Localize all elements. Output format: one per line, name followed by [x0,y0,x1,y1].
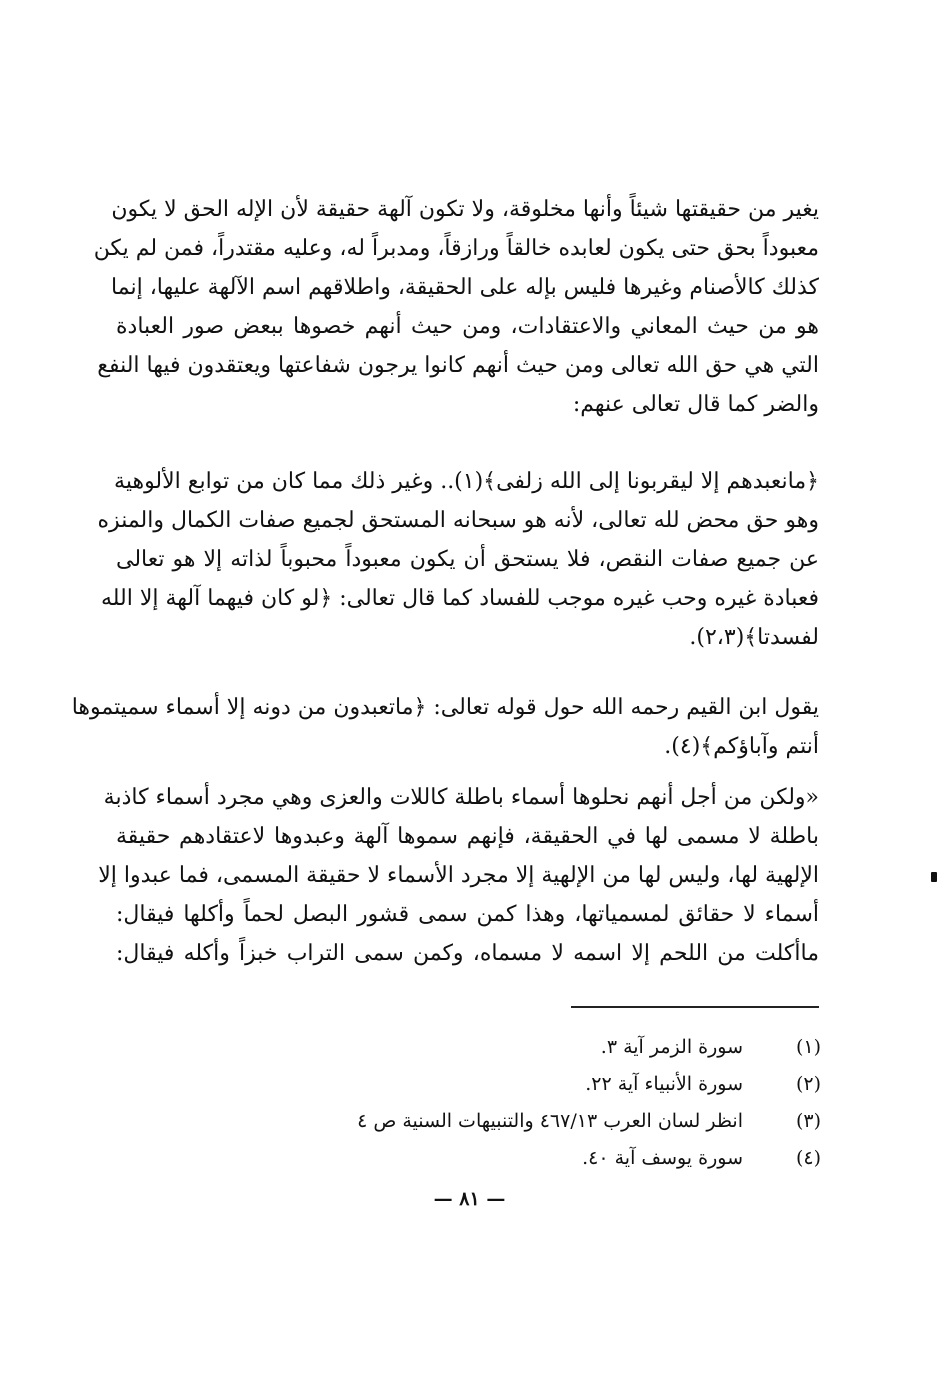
footnote-text: سورة الأنبياء آية ٢٢. [585,1072,743,1095]
footnote-text: انظر لسان العرب ٤٦٧/١٣ والتنبيهات السنية ص ٤ [357,1109,743,1132]
text-line: كذلك كالأصنام وغيرها فليس بإله على الحقيقة، واطلاقهم اسم الآلهة عليها، إنما [111,275,819,300]
paragraph-3 [71,688,819,766]
text-line: «ولكن من أجل أنهم نحلوها أسماء باطلة كاللات والعزى وهي مجرد أسماء كاذبة [103,785,819,810]
text-line: الإلهية لها، وليس لها من الإلهية إلا مجرد الأسماء لا حقيقة المسمى، فما عبدوا إلا [98,863,819,888]
text-line: لفسدتا﴾(٢،٣). [689,625,819,650]
text-line: والضر كما قال تعالى عنهم: [572,392,819,417]
footnote-number: (٢) [795,1072,821,1095]
footnote-item [301,1065,821,1102]
text-line: معبوداً بحق حتى يكون لعابده خالقاً ورازقاً، ومدبراً له، وعليه مقتدراً، فمن لم يكن [93,236,819,261]
text-line: أنتم وآباؤكم﴾(٤). [664,734,819,759]
margin-mark [931,872,937,882]
paragraph-2 [97,462,819,657]
paragraph-4-quotation [98,778,819,973]
text-line: التي هي حق الله تعالى ومن حيث أنهم كانوا يرجون شفاعتها ويعتقدون فيها النفع [97,353,819,378]
footnote-number: (٣) [795,1109,821,1132]
text-line: ماأكلت من اللحم إلا اسمه لا مسماه، وكمن سمى التراب خبزاً وأكله فيقال: [116,941,819,966]
footnote-number: (١) [795,1035,821,1058]
text-line: وهو حق محض لله تعالى، لأنه هو سبحانه المستحق لجميع صفات الكمال والمنزه [97,508,819,533]
page-number: — ٨١ — [433,1188,506,1210]
footnote-item [301,1139,821,1176]
footnote-item [301,1102,821,1139]
text-line: يقول ابن القيم رحمه الله حول قوله تعالى: ﴿ماتعبدون من دونه إلا أسماء سميتموها [71,695,819,720]
text-line: باطلة لا مسمى لها في الحقيقة، فإنهم سموها آلهة وعبدوها لاعتقادهم حقيقة [116,824,819,849]
text-line: فعبادة غيره وحب غيره موجب للفساد كما قال تعالى: ﴿لو كان فيهما آلهة إلا الله [100,586,819,611]
footnote-item [301,1028,821,1065]
footnote-text: سورة يوسف آية ٤٠. [582,1146,743,1169]
text-line: يغير من حقيقتها شيئاً وأنها مخلوقة، ولا تكون آلهة حقيقة لأن الإله الحق لا يكون [111,197,819,222]
text-line: ﴿مانعبدهم إلا ليقربونا إلى الله زلفى﴾(١).. وغير ذلك مما كان من توابع الألوهية [114,469,819,494]
text-line: هو من حيث المعاني والاعتقادات، ومن حيث أنهم خصوها ببعض صور العبادة [116,314,819,339]
footnote-text: سورة الزمر آية ٣. [600,1035,743,1058]
footnote-divider [571,1006,819,1008]
text-line: عن جميع صفات النقص، فلا يستحق أن يكون معبوداً محبوباً لذاته إلا هو تعالى [116,547,819,572]
text-line: أسماء لا حقائق لمسمياتها، وهذا كمن سمى قشور البصل لحماً وأكلها فيقال: [116,902,819,927]
paragraph-1 [93,190,819,424]
footnotes [301,1028,821,1176]
footnote-number: (٤) [795,1146,821,1169]
